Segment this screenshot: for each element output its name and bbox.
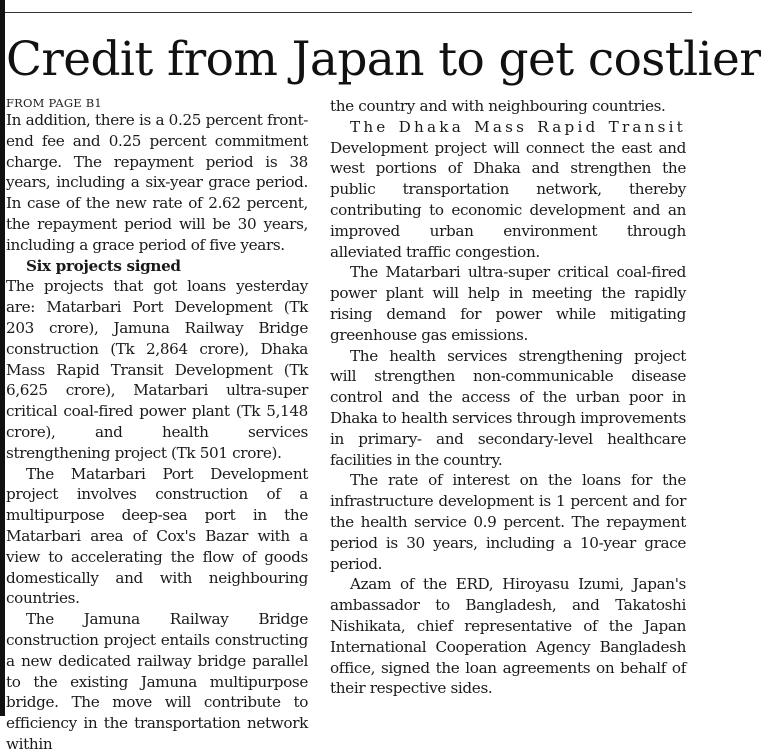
paragraph: In addition, there is a 0.25 percent front-end fee and 0.25 percent commitment charge. The repayment period is 38 years, including a six-year grace period. In case of the new rate of 2.62 percent, the repayment period will be 30 years, including a grace period of five years. <box>6 111 308 254</box>
article-headline: Credit from Japan to get costlier <box>6 32 761 87</box>
top-divider <box>5 12 692 13</box>
paragraph: The Jamuna Railway Bridge construction project entails constructing a new dedicated railway bridge parallel to the existing Jamuna multipurpose bridge. The move will contribute to efficiency in the transportation network within <box>6 610 308 753</box>
paragraph: Azam of the ERD, Hiroyasu Izumi, Japan's ambassador to Bangladesh, and Takatoshi Nishikata, chief representative of the Japan International Cooperation Agency Bangladesh office, signed the loan agreements on behalf of their respective sides. <box>330 575 686 698</box>
paragraph: The rate of interest on the loans for the infrastructure development is 1 percent and for the health service 0.9 percent. The repayment period is 30 years, including a 10-year grace period. <box>330 471 686 573</box>
paragraph-lead: The Dhaka Mass Rapid Transit <box>350 117 686 136</box>
paragraph: The Matarbari Port Development project involves construction of a multipurpose deep-sea port in the Matarbari area of Cox's Bazar with a view to accelerating the flow of goods domestically and with neighbouring countries. <box>6 464 308 608</box>
paragraph: The projects that got loans yesterday are: Matarbari Port Development (Tk 203 crore), Jamuna Railway Bridge construction (Tk 2,864 crore), Dhaka Mass Rapid Transit Development (Tk 6,625 crore), Matarbari ultra-super critical coal-fired power plant (Tk 5,148 crore), and health services strengthening project (Tk 501 crore). <box>6 277 308 462</box>
paragraph: the country and with neighbouring countries. <box>330 97 666 115</box>
paragraph <box>330 117 686 263</box>
paragraph: The health services strengthening project will strengthen non-communicable disease control and the access of the urban poor in Dhaka to health services through improvements in primary- and secondary-level healthcare facilities in the country. <box>330 346 686 469</box>
article-column-right <box>330 96 686 716</box>
page-edge-rule <box>0 0 5 716</box>
paragraph-rest: Development project will connect the east and west portions of Dhaka and strengthen the public transportation network, thereby contributing to economic development and an improved urban environment through alleviated traffic congestion. <box>330 138 686 261</box>
dateline: FROM PAGE B1 <box>6 96 102 110</box>
article-column-left <box>6 96 308 753</box>
paragraph: The Matarbari ultra-super critical coal-fired power plant will help in meeting the rapidly rising demand for power while mitigating greenhouse gas emissions. <box>330 263 686 344</box>
subheading: Six projects signed <box>26 256 181 275</box>
